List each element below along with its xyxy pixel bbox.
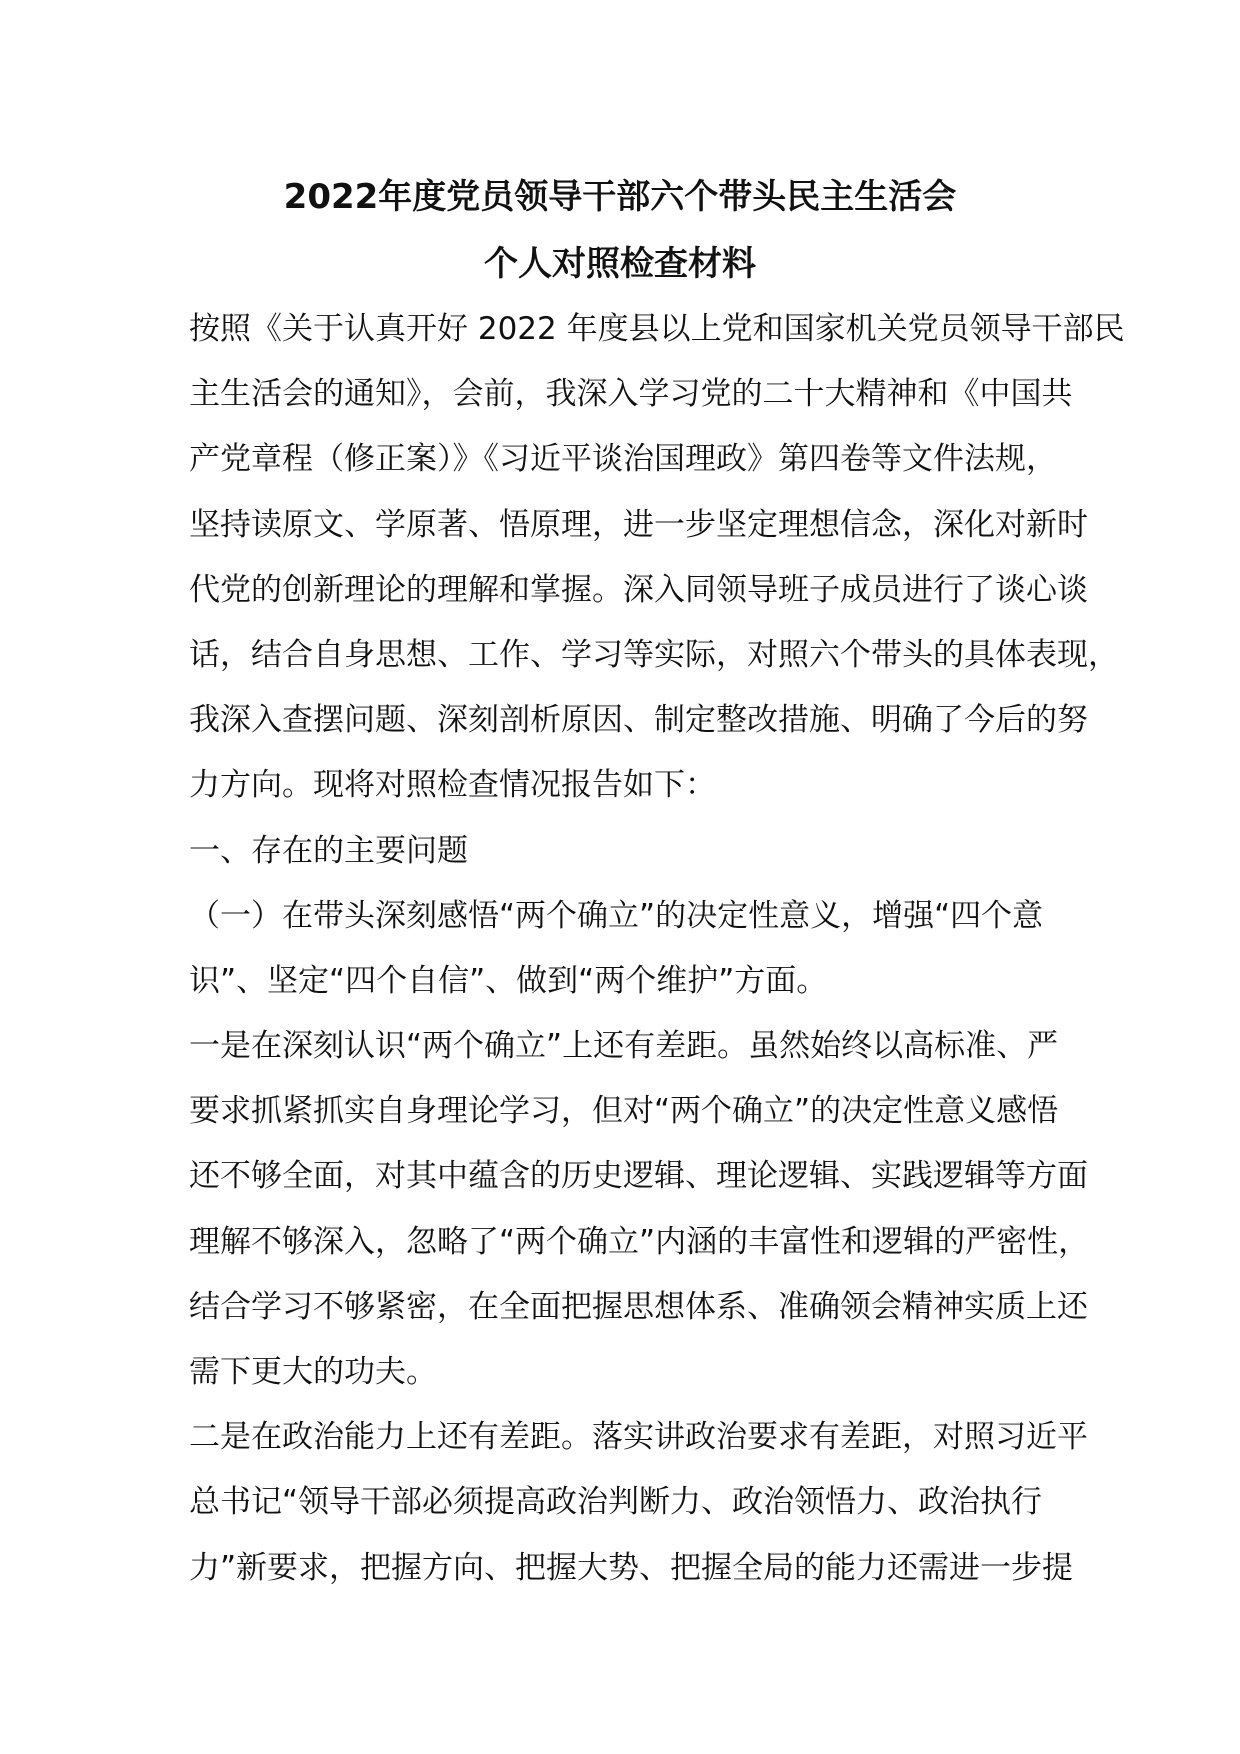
text-line: 结合学习不够紧密，在全面把握思想体系、准确领会精神实质上还: [189, 1288, 1088, 1325]
text-line: 理解不够深入，忽略了“两个确立”内涵的丰富性和逻辑的严密性，: [189, 1223, 1090, 1260]
text-line: 力方向。现将对照检查情况报告如下：: [189, 767, 716, 804]
text-line: （一）在带头深刻感悟“两个确立”的决定性意义，增强“四个意: [189, 897, 1044, 934]
text-line: 按照《关于认真开好 2022 年度县以上党和国家机关党员领导干部民: [189, 311, 1125, 347]
text-line: 我深入查摆问题、深刻剖析原因、制定整改措施、明确了今后的努: [189, 702, 1088, 739]
text-line: 识”、坚定“四个自信”、做到“两个维护”方面。: [189, 962, 828, 999]
text-line: 要求抓紧抓实自身理论学习，但对“两个确立”的决定性意义感悟: [189, 1093, 1059, 1130]
text-line: 二是在政治能力上还有差距。落实讲政治要求有差距，对照习近平: [189, 1419, 1088, 1456]
text-line: 产党章程（修正案）》《习近平谈治国理政》第四卷等文件法规，: [189, 441, 1057, 478]
document-subtitle: 个人对照检查材料: [484, 244, 756, 284]
document-body: [189, 297, 1125, 1601]
text-line: 一、存在的主要问题: [189, 832, 468, 869]
text-line: 话，结合自身思想、工作、学习等实际，对照六个带头的具体表现，: [189, 636, 1119, 673]
text-line: 总书记“领导干部必须提高政治判断力、政治领悟力、政治执行: [189, 1484, 1043, 1521]
document-title: 2022年度党员领导干部六个带头民主生活会: [283, 177, 957, 217]
text-line: 坚持读原文、学原著、悟原理，进一步坚定理想信念，深化对新时: [189, 506, 1088, 543]
text-line: 力”新要求，把握方向、把握大势、把握全局的能力还需进一步提: [189, 1549, 1074, 1586]
text-line: 代党的创新理论的理解和掌握。深入同领导班子成员进行了谈心谈: [189, 571, 1088, 608]
text-line: 主生活会的通知》，会前，我深入学习党的二十大精神和《中国共: [189, 376, 1073, 413]
text-line: 还不够全面，对其中蕴含的历史逻辑、理论逻辑、实践逻辑等方面: [189, 1158, 1088, 1195]
text-line: 需下更大的功夫。: [189, 1354, 437, 1390]
text-line: 一是在深刻认识“两个确立”上还有差距。虽然始终以高标准、严: [189, 1028, 1059, 1065]
